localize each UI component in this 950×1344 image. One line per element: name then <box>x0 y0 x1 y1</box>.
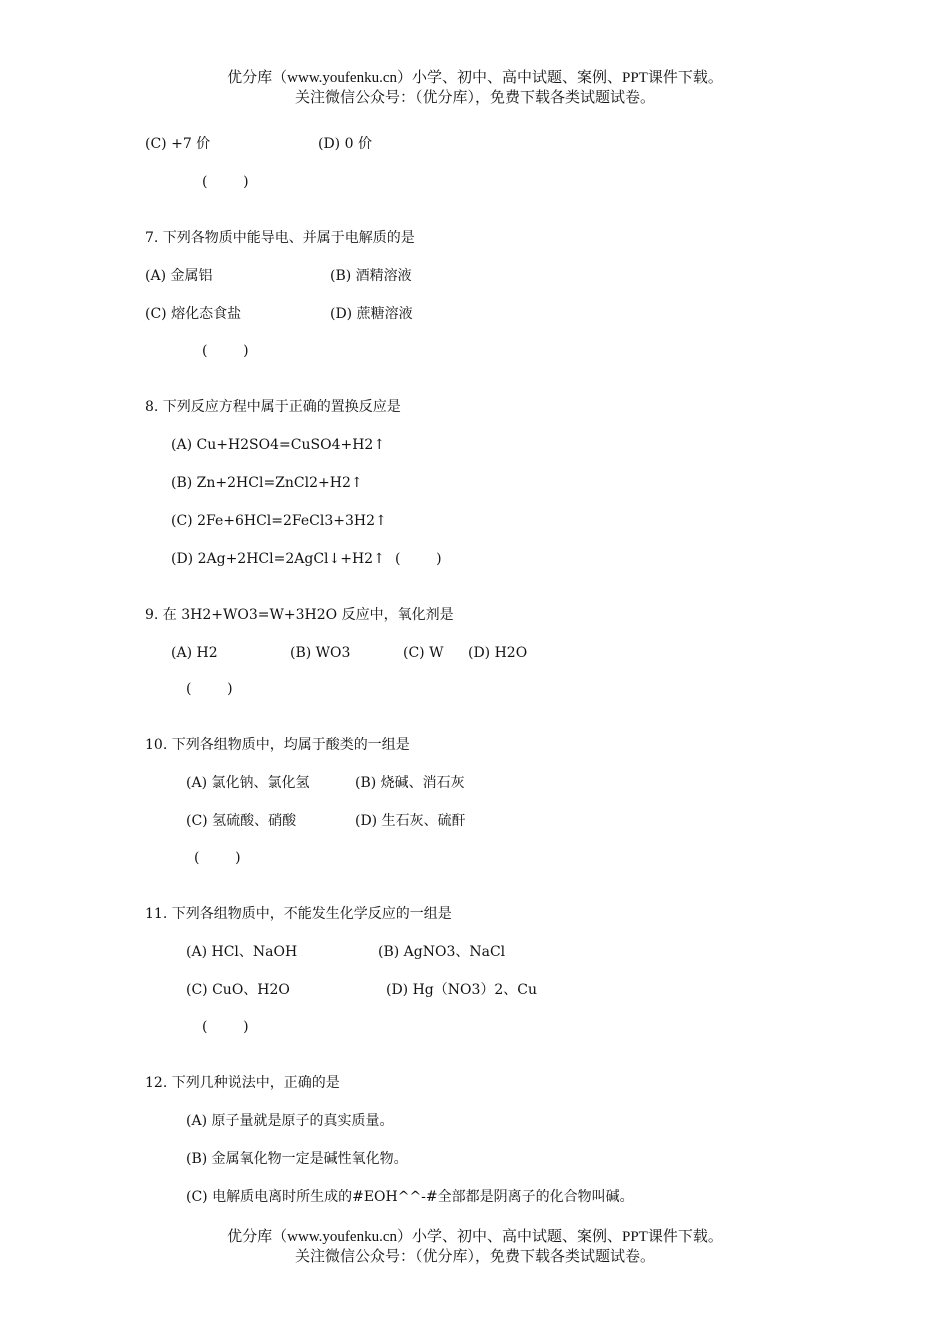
q8-option-a: (A) Cu+H2SO4=CuSO4+H2↑ <box>171 437 386 453</box>
q9-option-a: (A) H2 <box>171 645 218 661</box>
q7-option-d: (D) 蔗糖溶液 <box>330 306 413 322</box>
q7-option-b: (B) 酒精溶液 <box>330 268 412 284</box>
q8-stem: 8. 下列反应方程中属于正确的置换反应是 <box>145 399 401 415</box>
q7-stem: 7. 下列各物质中能导电、并属于电解质的是 <box>145 230 415 246</box>
q8-option-c: (C) 2Fe+6HCl=2FeCl3+3H2↑ <box>171 513 387 529</box>
q9-option-b: (B) WO3 <box>290 645 351 661</box>
q12-stem: 12. 下列几种说法中，正确的是 <box>145 1075 340 1091</box>
q10-option-c: (C) 氢硫酸、硝酸 <box>186 813 297 829</box>
q9-option-d: (D) H2O <box>468 645 528 661</box>
q7-answer-blank: ( ) <box>202 343 249 359</box>
q6-option-d: (D) 0 价 <box>318 136 372 152</box>
q12-option-b: (B) 金属氧化物一定是碱性氧化物。 <box>186 1151 408 1167</box>
q7-option-a: (A) 金属铝 <box>145 268 213 284</box>
q11-option-b: (B) AgNO3、NaCl <box>378 944 506 960</box>
q11-option-d: (D) Hg（NO3）2、Cu <box>386 982 538 998</box>
q12-option-a: (A) 原子量就是原子的真实质量。 <box>186 1113 394 1129</box>
q8-option-d: (D) 2Ag+2HCl=2AgCl↓+H2↑ <box>171 551 385 567</box>
header-line-2: 关注微信公众号：（优分库），免费下载各类试题试卷。 <box>294 90 655 106</box>
q8-answer-blank: ( ) <box>395 551 442 567</box>
q8-option-b: (B) Zn+2HCl=ZnCl2+H2↑ <box>171 475 363 491</box>
footer-line-2: 关注微信公众号：（优分库），免费下载各类试题试卷。 <box>294 1249 655 1265</box>
q6-answer-blank: ( ) <box>202 174 249 190</box>
q11-stem: 11. 下列各组物质中，不能发生化学反应的一组是 <box>145 906 452 922</box>
q12-option-c: (C) 电解质电离时所生成的#EOH^^-#全部都是阴离子的化合物叫碱。 <box>186 1189 634 1205</box>
q11-answer-blank: ( ) <box>202 1019 249 1035</box>
q11-option-c: (C) CuO、H2O <box>186 982 290 998</box>
q7-option-c: (C) 熔化态食盐 <box>145 306 242 322</box>
q10-option-b: (B) 烧碱、消石灰 <box>355 775 465 791</box>
footer-line-1: 优分库（www.youfenku.cn）小学、初中、高中试题、案例、PPT课件下载。 <box>227 1229 723 1245</box>
header-line-1: 优分库（www.youfenku.cn）小学、初中、高中试题、案例、PPT课件下载。 <box>227 70 723 86</box>
q11-option-a: (A) HCl、NaOH <box>186 944 298 960</box>
q10-option-a: (A) 氯化钠、氯化氢 <box>186 775 310 791</box>
q10-stem: 10. 下列各组物质中，均属于酸类的一组是 <box>145 737 410 753</box>
q9-stem: 9. 在 3H2+WO3=W+3H2O 反应中，氧化剂是 <box>145 607 454 623</box>
q10-option-d: (D) 生石灰、硫酐 <box>355 813 466 829</box>
q10-answer-blank: ( ) <box>194 850 241 866</box>
q6-option-c: (C) +7 价 <box>145 136 211 152</box>
q9-option-c: (C) W <box>403 645 444 661</box>
q9-answer-blank: ( ) <box>186 681 233 697</box>
